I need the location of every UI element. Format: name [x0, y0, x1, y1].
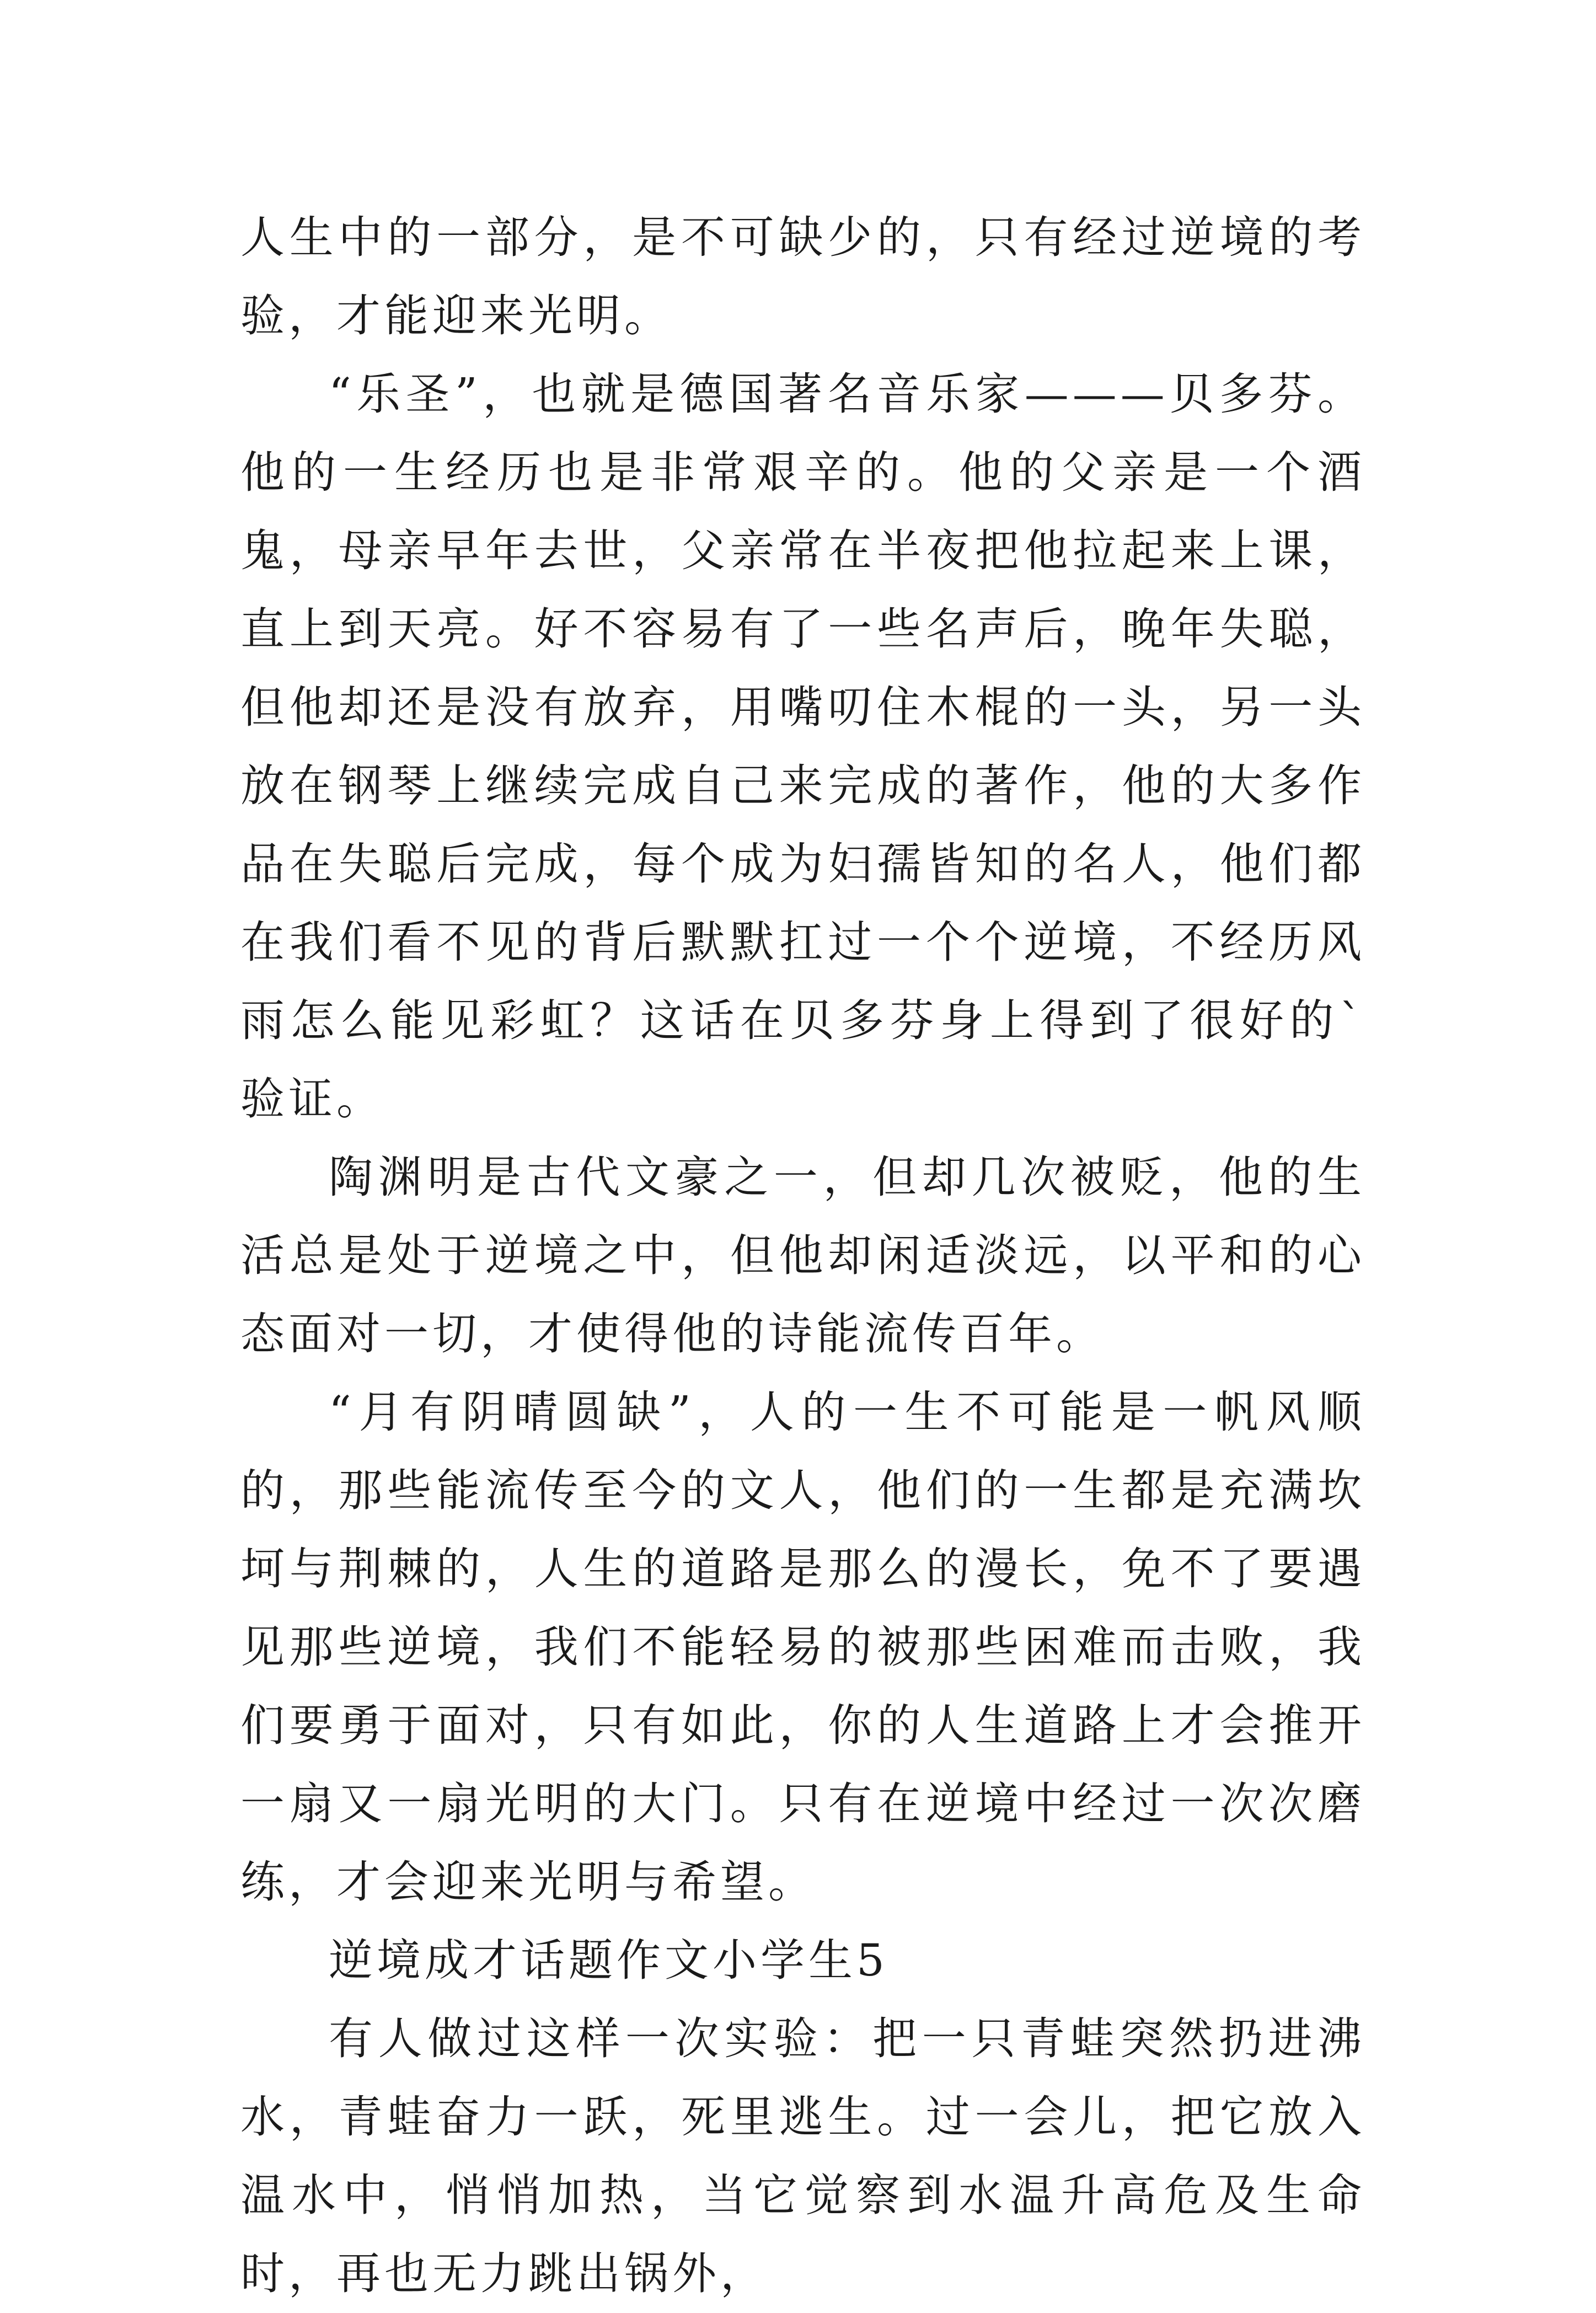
paragraph-tao-yuanming: 陶渊明是古代文豪之一，但却几次被贬，他的生活总是处于逆境之中，但他却闲适淡远，以平和的心态面对一切，才使得他的诗能流传百年。 — [240, 1152, 1365, 1359]
paragraph-beethoven: “乐圣”，也就是德国著名音乐家———贝多芬。他的一生经历也是非常艰辛的。他的父亲是一个酒鬼，母亲早年去世，父亲常在半夜把他拉起来上课，直上到天亮。好不容易有了一些名声后，晚年失聪，但他却还是没有放弃，用嘴叨住木棍的一头，另一头放在钢琴上继续完成自己来完成的著作，他的大多作品在失聪后完成，每个成为妇孺皆知的名人，他们都在我们看不见的背后默默扛过一个个逆境，不经历风雨怎么能见彩虹？这话在贝多芬身上得到了很好的`验证。 — [240, 368, 1365, 1125]
paragraph-continuation: 人生中的一部分，是不可缺少的，只有经过逆境的考验，才能迎来光明。 — [240, 212, 1365, 341]
section-title: 逆境成才话题作文小学生5 — [329, 1935, 888, 1986]
document-body — [240, 199, 1365, 2313]
paragraph-frog-experiment: 有人做过这样一次实验：把一只青蛙突然扔进沸水，青蛙奋力一跃，死里逃生。过一会儿，把它放入温水中，悄悄加热，当它觉察到水温升高危及生命时，再也无力跳出锅外， — [240, 2013, 1365, 2299]
paragraph-conclusion: “月有阴晴圆缺”，人的一生不可能是一帆风顺的，那些能流传至今的文人，他们的一生都是充满坎坷与荆棘的，人生的道路是那么的漫长，免不了要遇见那些逆境，我们不能轻易的被那些困难而击败，我们要勇于面对，只有如此，你的人生道路上才会推开一扇又一扇光明的大门。只有在逆境中经过一次次磨练，才会迎来光明与希望。 — [240, 1386, 1365, 1908]
